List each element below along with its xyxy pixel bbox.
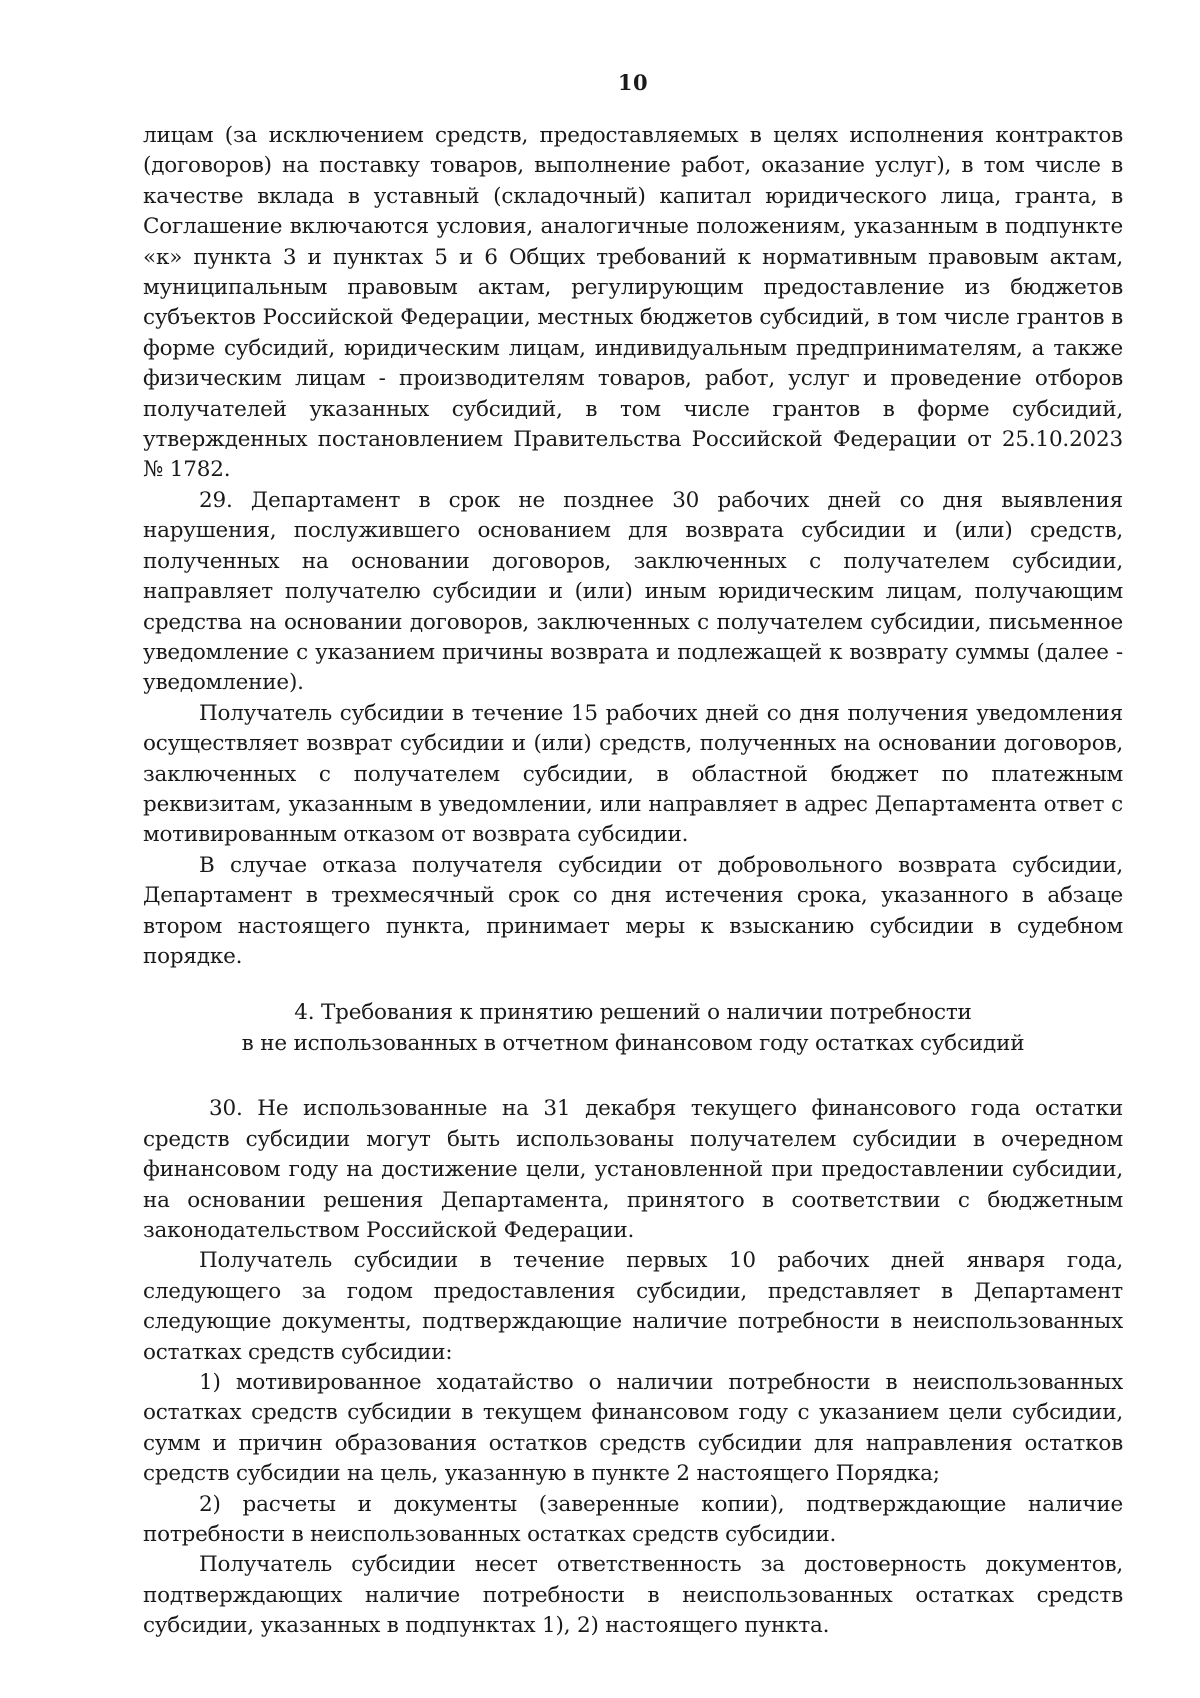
section-heading-line-2: в не использованных в отчетном финансовом году остатках субсидий [241,1031,1025,1057]
paragraph-return-procedure: Получатель субсидии в течение 15 рабочих дней со дня получения уведомления осуществляет возврат субсидии и (или) средств, полученных на основании договоров, заключенных с получателем субсидии, в областной бюджет по платежным реквизитам, указанным в уведомлении, или направляет в адрес Департамента ответ с мотивированным отказом от возврата субсидии. [143,700,1123,848]
section-heading [143,997,1123,1059]
paragraph-responsibility: Получатель субсидии несет ответственность за достоверность документов, подтверждающих наличие потребности в неиспользованных остатках средств субсидии, указанных в подпунктах 1), 2) настоящего пункта. [143,1552,1123,1639]
paragraph-refusal-case: В случае отказа получателя субсидии от добровольного возврата субсидии, Департамент в трехмесячный срок со дня истечения срока, указанного в абзаце втором настоящего пункта, принимает меры к взысканию субсидии в судебном порядке. [143,852,1123,969]
page-number: 10 [617,70,649,95]
paragraph-item-30: 30. Не использованные на 31 декабря текущего финансового года остатки средств субсидии могут быть использованы получателем субсидии в очередном финансовом году на достижение цели, установленной при предоставлении субсидии, на основании решения Департамента, принятого в соответствии с бюджетным законодательством Российской Федерации. [143,1096,1123,1243]
document-page [143,70,1123,1642]
section-heading-line-1: 4. Требования к принятию решений о наличии потребности [294,1000,972,1026]
paragraph-documents-submission: Получатель субсидии в течение первых 10 рабочих дней января года, следующего за годом предоставления субсидии, представляет в Департамент следующие документы, подтверждающие наличие потребности в неиспользованных остатках средств субсидии: [143,1248,1123,1365]
paragraph-subitem-2: 2) расчеты и документы (заверенные копии), подтверждающие наличие потребности в неиспользованных остатках средств субсидии. [143,1491,1123,1548]
paragraph-item-29: 29. Департамент в срок не позднее 30 рабочих дней со дня выявления нарушения, послужившего основанием для возврата субсидии и (или) средств, полученных на основании договоров, заключенных с получателем субсидии, направляет получателю субсидии и (или) иным юридическим лицам, получающим средства на основании договоров, заключенных с получателем субсидии, письменное уведомление с указанием причины возврата и подлежащей к возврату суммы (далее - уведомление). [143,487,1123,696]
paragraph-subitem-1: 1) мотивированное ходатайство о наличии потребности в неиспользованных остатках средств субсидии в текущем финансовом году с указанием цели субсидии, сумм и причин образования остатков средств субсидии для направления остатков средств субсидии на цель, указанную в пункте 2 настоящего Порядка; [143,1370,1123,1487]
paragraph-continuation: лицам (за исключением средств, предоставляемых в целях исполнения контрактов (договоров) на поставку товаров, выполнение работ, оказание услуг), в том числе в качестве вклада в уставный (складочный) капитал юридического лица, гранта, в Соглашение включаются условия, аналогичные положениям, указанным в подпункте «к» пункта 3 и пунктах 5 и 6 Общих требований к нормативным правовым актам, муниципальным правовым актам, регулирующим предоставление из бюджетов субъектов Российской Федерации, местных бюджетов субсидий, в том числе грантов в форме субсидий, юридическим лицам, индивидуальным предпринимателям, а также физическим лицам - производителям товаров, работ, услуг и проведение отборов получателей указанных субсидий, в том числе грантов в форме субсидий, утвержденных постановлением Правительства Российской Федерации от 25.10.2023 № 1782. [143,123,1123,483]
